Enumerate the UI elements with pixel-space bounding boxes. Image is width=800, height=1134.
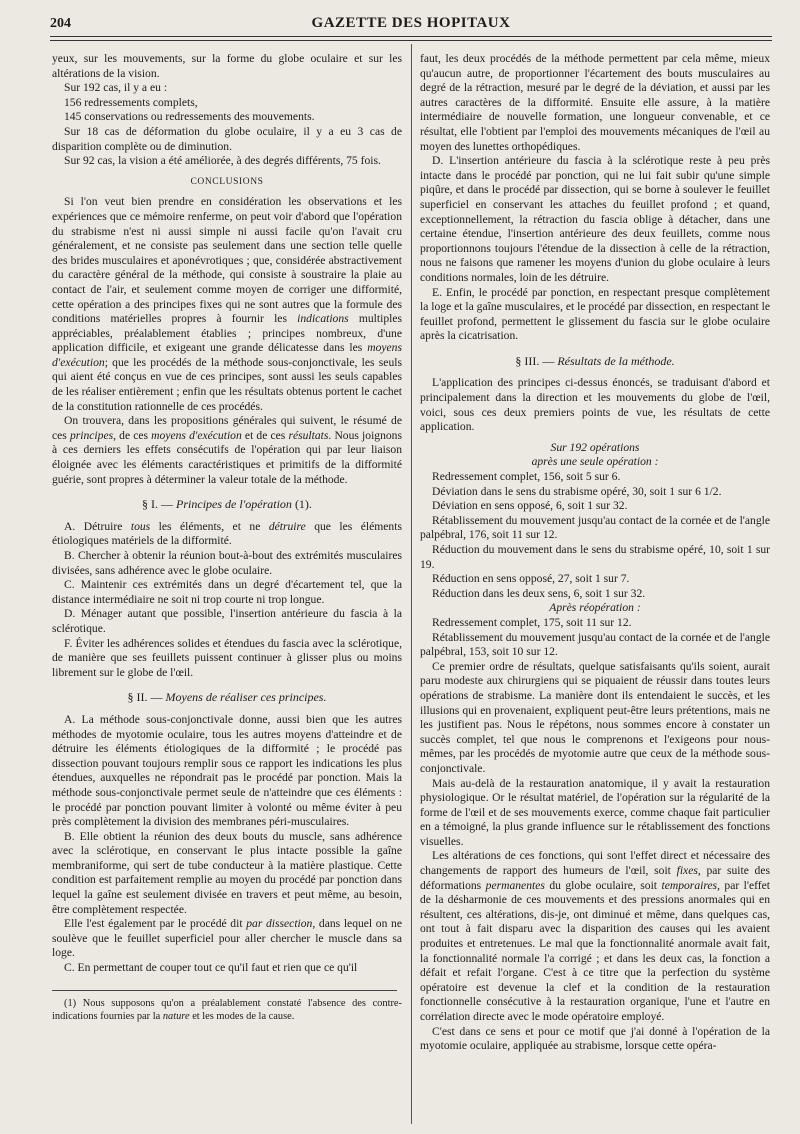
result-line: Rétablissement du mouvement jusqu'au contact de la cornée et de l'angle palpébral, 176, soit 11 sur 12.	[420, 513, 770, 542]
paragraph: Sur 192 cas, il y a eu :	[64, 81, 168, 95]
paragraph: Mais au-delà de la restauration anatomique, il y avait la restauration physiologique. Or le résultat matériel, de l'opération sur la régularité de la forme de l'œil et de ses mouvements exerce, comme chaque fait particulier en a témoigné, la plus grande influence sur le rétablissement des fonctions visuelles.	[420, 776, 770, 848]
paragraph: D. L'insertion antérieure du fascia à la sclérotique reste à peu près intacte dans le procédé par ponction, qui ne lui fait subir qu'une simple piqûre, et dans le procédé par dissection, qui se borne à soulever le feuillet superficiel en conservant les attaches du feuillet profond ; et quand, exceptionnellement, la rétraction du fascia oblige à détacher, dans une certaine étendue, l'insertion antérieure des deux feuillets, comme nous proportionnons toujours l'étendue de la dissection à celle de la rétraction, nous ne faisons que ramener les moyens d'union du globe oculaire à leurs conditions normales, loin de les détruire.	[420, 154, 770, 284]
subheading: après une seule opération :	[531, 455, 659, 469]
subheading: Sur 192 opérations	[550, 440, 640, 454]
paragraph: B. Elle obtient la réunion des deux bouts du muscle, sans adhérence avec la sclérotique, en conservant le plus intacte possible la gaîne membraniforme, qui sert de tube conducteur à la matière plastique. Cette condition est parfaitement remplie au moyen du procédé par ponction dans lequel la gaîne est seulement divisée en travers et peut même, au besoin, être complètement respectée.	[52, 829, 402, 916]
paragraph: F. Éviter les adhérences solides et étendues du fascia avec la sclérotique, de manière que ses feuillets puissent continuer à glisser plus ou moins librement sur le globe de l'œil.	[52, 636, 402, 679]
result-line: Redressement complet, 175, soit 11 sur 12.	[432, 615, 632, 629]
paragraph: Sur 92 cas, la vision a été améliorée, à des degrés différents, 75 fois.	[64, 154, 381, 168]
paragraph: faut, les deux procédés de la méthode permettent par cela même, mieux qu'aucun autre, de proportionner l'écartement des bouts musculaires au degré de la rétraction, mesuré par le degré de la déviation, et aussi par les autres caractères de la difformité. Ensuite elle assure, à la matière intermédiaire de nouvelle formation, une longueur convenable, et ce résultat, elle l'obtient par l'emploi des mouvements mécaniques de l'œil au moyen des lunettes orthopédiques.	[420, 52, 770, 153]
paragraph: E. Enfin, le procédé par ponction, en respectant presque complètement la loge et la gaîne musculaires, et le procédé par dissection, en respectant le feuillet profond, permettent le glissement du fascia sur le globe oculaire après la cicatrisation.	[420, 285, 770, 343]
paragraph: On trouvera, dans les propositions générales qui suivent, le résumé de ces principes, de ces moyens d'exécution et de ces résultats. Nous joignons à ces derniers les effets consécutifs de l'opération qui par leur liaison éloignée avec les éléments caractéristiques et primitifs de la difformité guérie, sont propres à déterminer la valeur totale de la méthode.	[52, 414, 402, 486]
paragraph: A. Détruire tous les éléments, et ne détruire que les éléments étiologiques matériels de la difformité.	[52, 519, 402, 548]
footnote: (1) Nous supposons qu'on a préalablement constaté l'absence des contre-indications fournies par la nature et les modes de la cause.	[52, 997, 402, 1022]
footnote-rule	[52, 990, 397, 991]
right-column	[420, 52, 770, 1054]
result-line: Réduction dans les deux sens, 6, soit 1 sur 32.	[432, 586, 646, 600]
journal-title: GAZETTE DES HOPITAUX	[311, 15, 511, 31]
left-column	[52, 52, 402, 1023]
paragraph: C. En permettant de couper tout ce qu'il faut et rien que ce qu'il	[64, 961, 358, 975]
paragraph: Ce premier ordre de résultats, quelque satisfaisants qu'ils soient, aurait paru modeste aux chirurgiens qui se piquaient de réussir dans toutes leurs opérations de strabisme. La manière dont ils entendaient le succès, et les illusions qui en provenaient, expliquent peut-être leurs prétentions, mais ne les justifient pas. Nous le répétons, nous sommes encore à constater un succès complet, tel que nous le comprenons et l'exigeons pour nous-mêmes, par les procédés de myotomie autre que ceux de la méthode sous-conjonctivale.	[420, 659, 770, 775]
result-line: Réduction du mouvement dans le sens du strabisme opéré, 10, soit 1 sur 19.	[420, 543, 770, 571]
paragraph: Si l'on veut bien prendre en considération les observations et les expériences que ce mémoire renferme, on peut voir d'abord que l'opération du strabisme n'est ni aussi simple ni aussi facile qu'on l'avait cru généralement, et ne consiste pas seulement dans une section telle quelle des brides musculaires et aponévrotiques ; que, considérée abstractivement du caractère général de la méthode, qui consiste à soustraire la plaie au contact de l'air, et seulement comme moyen de corriger une difformité, cette opération a des principes fixes qui ne sont autres que la formule des conditions matérielles propres à fournir les indications multiples appréciables, préalablement établies ; principes nombreux, d'une application difficile, et exigeant une grande délicatesse dans les moyens d'exécution; que les procédés de la méthode sous-conjonctivale, les seuls qui aient été conçus en vue de ces principes, sont aussi les seuls capables de les réaliser entièrement ; enfin que les résultats obtenus portent le cachet de la constitution rationnelle de ces procédés.	[52, 195, 402, 413]
paragraph: C'est dans ce sens et pour ce motif que j'ai donné à l'opération de la myotomie oculaire, appliquée au strabisme, lorsque cette opéra-	[420, 1024, 770, 1053]
paragraph: Les altérations de ces fonctions, qui sont l'effet direct et nécessaire des changements de rapport des humeurs de l'œil, soit fixes, par suite des déformations permanentes du globe oculaire, soit temporaires, par l'effet de la désharmonie de ces mouvements et des pressions anormales qui en résultent, ces altérations, dis-je, ont diminué et même, dans quelques cas, ont tout à fait disparu avec la disparition des causes qui les avaient produites et entretenues. Le mal que la fonctionnalité anormale avait fait, la fonctionnalité normale l'a corrigé ; et dans les deux cas, la fonction a défait et refait l'organe. C'est à ce titre que la perfection du système opératoire est devenue la clef et la condition de la restauration fonctionnelle consécutive à la restauration organique, l'une et l'autre en corrélation directe avec le mode opératoire employé.	[420, 849, 771, 1023]
paragraph: D. Ménager autant que possible, l'insertion antérieure du fascia à la sclérotique.	[52, 607, 402, 635]
paragraph: B. Chercher à obtenir la réunion bout-à-bout des extrémités musculaires divisées, sans adhérence avec le globe oculaire.	[52, 549, 402, 577]
paragraph: Elle l'est également par le procédé dit par dissection, dans lequel on ne soulève que le feuillet superficiel pour aller chercher le muscle dans sa loge.	[52, 917, 403, 960]
header-rule-bottom	[50, 40, 772, 41]
header-rule-top	[50, 36, 772, 37]
paragraph: yeux, sur les mouvements, sur la forme du globe oculaire et sur les altérations de la vision.	[52, 52, 402, 80]
paragraph: C. Maintenir ces extrémités dans un degré d'écartement tel, que la distance intermédiaire ne soit ni trop courte ni trop longue.	[52, 578, 402, 606]
paragraph: A. La méthode sous-conjonctivale donne, aussi bien que les autres méthodes de myotomie oculaire, tous les autres moyens d'atteindre et de détruire les éléments étiologiques de la difformité ; le procédé pas dissection pouvant toujours remplir sous ce rapport les indications les plus étendues, auxquelles ne répondrait pas le procédé par ponction. Mais la méthode sous-conjonctivale permet seule de n'atteindre que ces éléments : le procédé par ponction pouvant limiter à volonté ou même éviter à peu près complètement la division des membranes péri-musculaires.	[52, 712, 402, 829]
conclusions-heading: CONCLUSIONS	[190, 176, 264, 187]
result-line: Réduction en sens opposé, 27, soit 1 sur 7.	[432, 572, 630, 586]
section-heading-3: § III. — Résultats de la méthode.	[515, 353, 675, 368]
paragraph: 145 conservations ou redressements des mouvements.	[64, 110, 315, 124]
paragraph: L'application des principes ci-dessus énoncés, se traduisant d'abord et principalement dans la direction et les mouvements du globe de l'œil, voici, sous ces deux premiers points de vue, les résultats de cette application.	[420, 376, 770, 434]
page-header	[50, 12, 772, 36]
paragraph: Sur 18 cas de déformation du globe oculaire, il y a eu 3 cas de disparition complète ou de diminution.	[52, 124, 402, 153]
result-line: Rétablissement du mouvement jusqu'au contact de la cornée et de l'angle palpébral, 153, soit 10 sur 12.	[420, 630, 770, 659]
paragraph: 156 redressements complets,	[64, 95, 198, 109]
page-number: 204	[50, 16, 71, 31]
column-divider	[411, 44, 412, 1124]
result-line: Déviation dans le sens du strabisme opéré, 30, soit 1 sur 6 1/2.	[432, 484, 722, 498]
result-line: Déviation en sens opposé, 6, soit 1 sur 32.	[432, 499, 628, 513]
section-heading-1: § I. — Principes de l'opération (1).	[142, 497, 312, 512]
result-line: Redressement complet, 156, soit 5 sur 6.	[432, 470, 621, 484]
section-heading-2: § II. — Moyens de réaliser ces principes.	[127, 690, 327, 705]
subheading: Après réopération :	[549, 601, 641, 615]
